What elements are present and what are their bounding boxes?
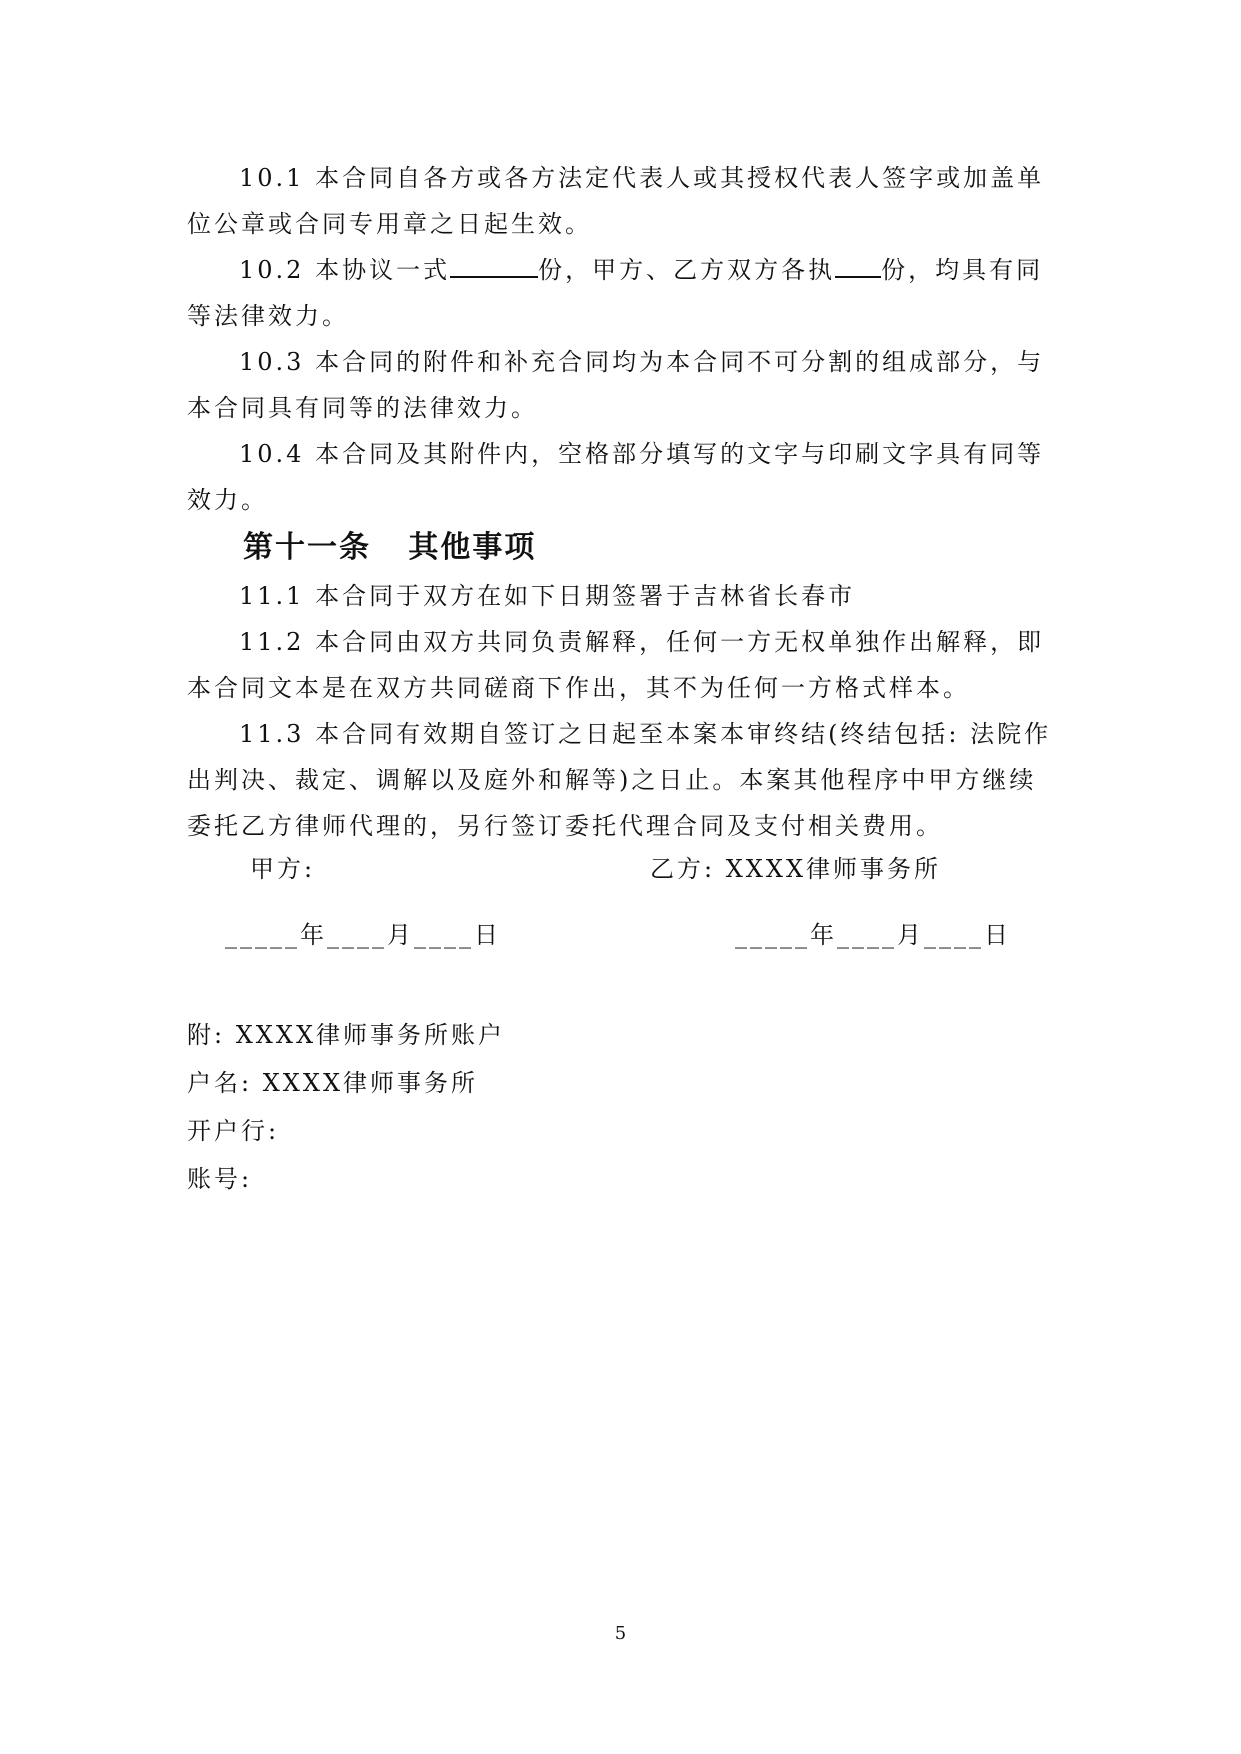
copies-each-blank [835,248,881,278]
clause-11-3: 11.3 本合同有效期自签订之日起至本案本审终结(终结包括: 法院作出判决、裁定、调解以及庭外和解等)之日止。本案其他程序中甲方继续委托乙方律师代理的，另行签订委托代理合同及支付相关费用。 [187,720,1052,840]
article-11-heading: 第十一条 其他事项 [243,530,537,565]
clause-11-2: 11.2 本合同由双方共同负责解释，任何一方无权单独作出解释，即本合同文本是在双方共同磋商下作出，其不为任何一方格式样本。 [187,628,1045,702]
clause-10-3: 10.3 本合同的附件和补充合同均为本合同不可分割的组成部分，与本合同具有同等的法律效力。 [187,348,1045,422]
party-b-date: _____年____月____日 [735,921,1011,949]
account-bank: 开户行: [187,1117,280,1145]
clause-10-2-part3: 份，均具有同等法律效力。 [187,256,1044,330]
clause-10-1: 10.1 本合同自各方或各方法定代表人或其授权代表人签字或加盖单位公章或合同专用章之日起生效。 [187,164,1045,238]
account-name: 户名: XXXX律师事务所 [187,1069,479,1097]
party-a-label: 甲方: [250,855,316,883]
account-number: 账号: [187,1165,253,1193]
copies-total-blank [450,248,538,278]
account-title: 附: XXXX律师事务所账户 [187,1021,506,1049]
party-b-label: 乙方: XXXX律师事务所 [650,855,942,883]
clause-11-1: 11.1 本合同于双方在如下日期签署于吉林省长春市 [239,582,856,610]
contract-body [187,155,1053,849]
page-number: 5 [614,1623,627,1644]
party-a-date: _____年____月____日 [225,921,501,949]
clause-10-4: 10.4 本合同及其附件内，空格部分填写的文字与印刷文字具有同等效力。 [187,440,1045,514]
clause-10-2 [187,247,1053,339]
clause-10-2-part1: 10.2 本协议一式 [239,256,451,284]
clause-10-2-part2: 份，甲方、乙方双方各执 [538,256,836,284]
